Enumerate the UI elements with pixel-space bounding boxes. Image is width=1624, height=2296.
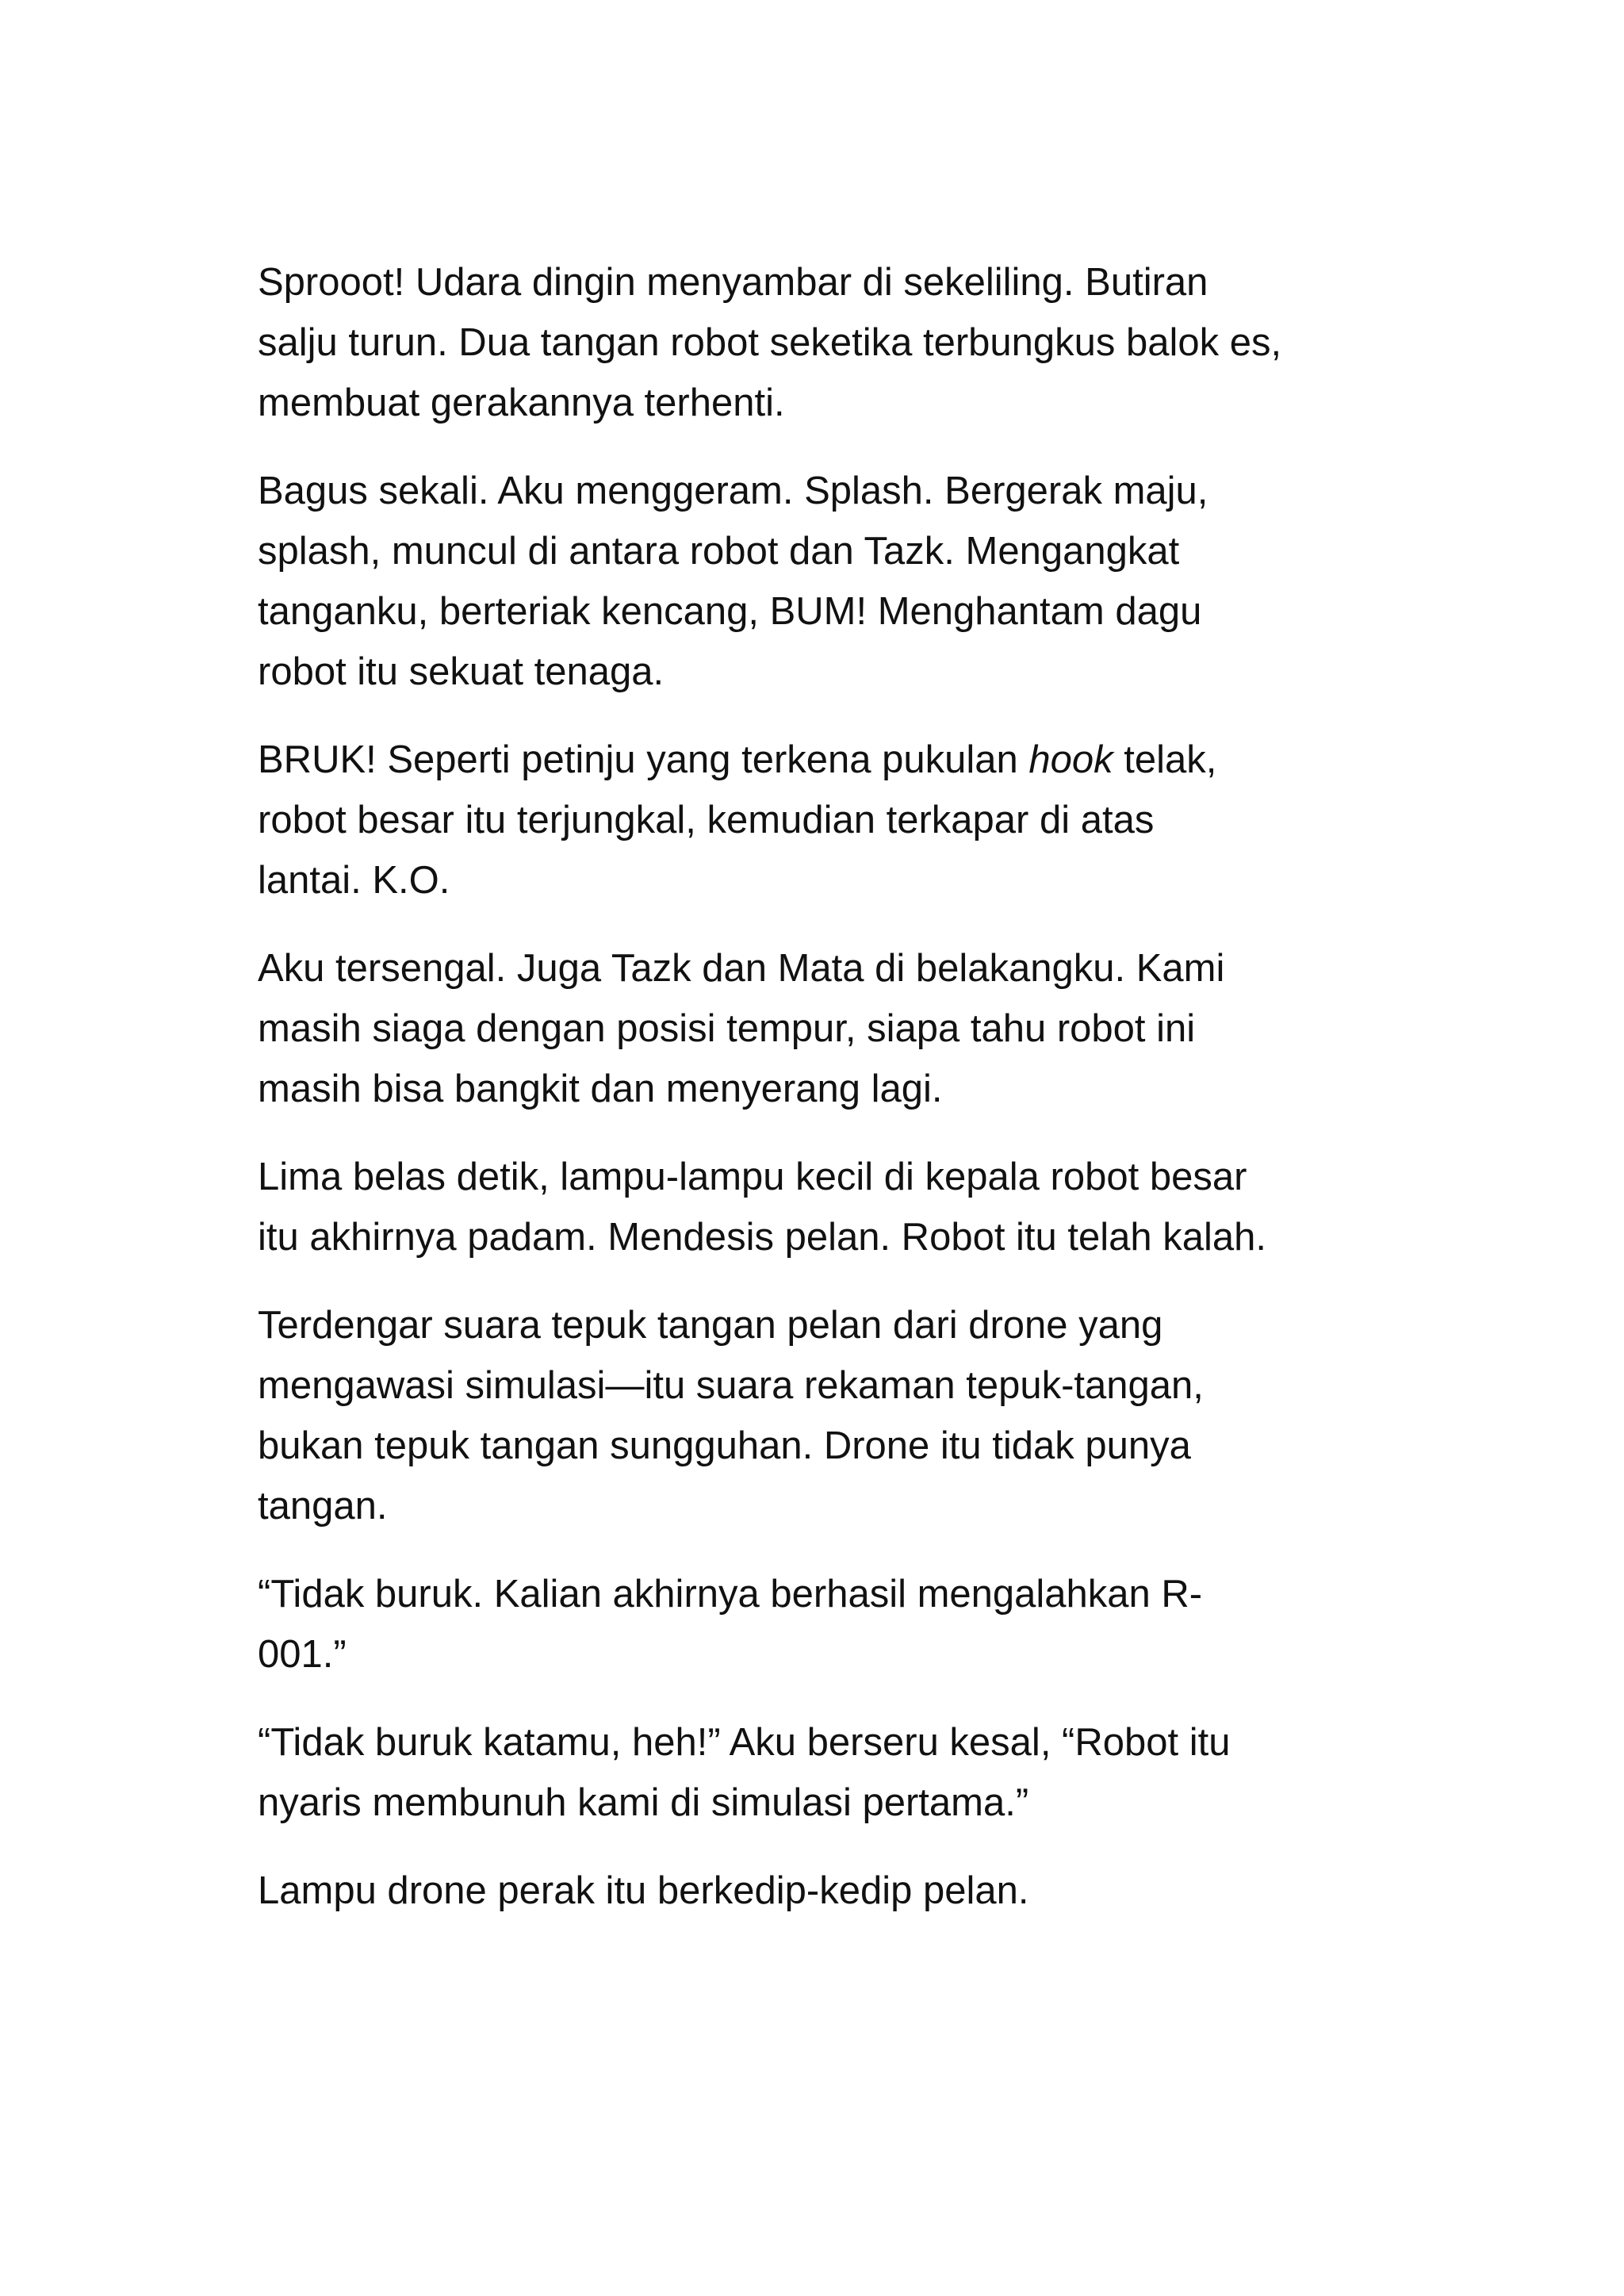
text-line: Bagus sekali. Aku menggeram. Splash. Bergerak maju,	[258, 470, 1208, 512]
text-line: itu akhirnya padam. Mendesis pelan. Robot itu telah kalah.	[258, 1216, 1267, 1259]
text-line: “Tidak buruk. Kalian akhirnya berhasil mengalahkan R-	[258, 1573, 1203, 1616]
paragraph-6	[258, 1295, 1408, 1536]
paragraph-4	[258, 938, 1408, 1119]
text-line: robot besar itu terjungkal, kemudian terkapar di atas	[258, 799, 1155, 841]
text-line: masih bisa bangkit dan menyerang lagi.	[258, 1068, 943, 1110]
text-line: lantai. K.O.	[258, 859, 450, 902]
paragraph-9	[258, 1861, 1408, 1921]
italic-word: hook	[1028, 738, 1113, 781]
paragraph-8	[258, 1712, 1408, 1833]
text-line: Aku tersengal. Juga Tazk dan Mata di belakangku. Kami	[258, 947, 1225, 990]
text-line: masih siaga dengan posisi tempur, siapa tahu robot ini	[258, 1007, 1196, 1050]
text-line: 001.”	[258, 1633, 347, 1676]
text-segment: BRUK! Seperti petinju yang terkena pukulan	[258, 738, 1029, 781]
text-line: tanganku, berteriak kencang, BUM! Menghantam dagu	[258, 590, 1202, 633]
paragraph-5	[258, 1147, 1408, 1267]
text-line: robot itu sekuat tenaga.	[258, 650, 665, 693]
text-line: nyaris membunuh kami di simulasi pertama.”	[258, 1781, 1029, 1824]
paragraph-1	[258, 252, 1408, 433]
text-line: salju turun. Dua tangan robot seketika terbungkus balok es,	[258, 321, 1282, 364]
text-line: “Tidak buruk katamu, heh!” Aku berseru kesal, “Robot itu	[258, 1721, 1231, 1764]
text-line: Lampu drone perak itu berkedip-kedip pelan.	[258, 1869, 1029, 1912]
text-line: mengawasi simulasi—itu suara rekaman tepuk-tangan,	[258, 1364, 1204, 1407]
text-line: bukan tepuk tangan sungguhan. Drone itu tidak punya	[258, 1424, 1191, 1467]
story-text	[258, 252, 1408, 1949]
text-line: Lima belas detik, lampu-lampu kecil di kepala robot besar	[258, 1156, 1247, 1198]
text-line: tangan.	[258, 1485, 388, 1527]
text-line: Sprooot! Udara dingin menyambar di sekeliling. Butiran	[258, 261, 1208, 304]
text-line: membuat gerakannya terhenti.	[258, 381, 785, 424]
text-line	[258, 730, 1408, 790]
paragraph-3	[258, 730, 1408, 910]
text-segment: telak,	[1113, 738, 1217, 781]
text-line: splash, muncul di antara robot dan Tazk. Mengangkat	[258, 530, 1180, 573]
paragraph-2	[258, 461, 1408, 702]
paragraph-7	[258, 1564, 1408, 1685]
text-line: Terdengar suara tepuk tangan pelan dari drone yang	[258, 1304, 1163, 1347]
